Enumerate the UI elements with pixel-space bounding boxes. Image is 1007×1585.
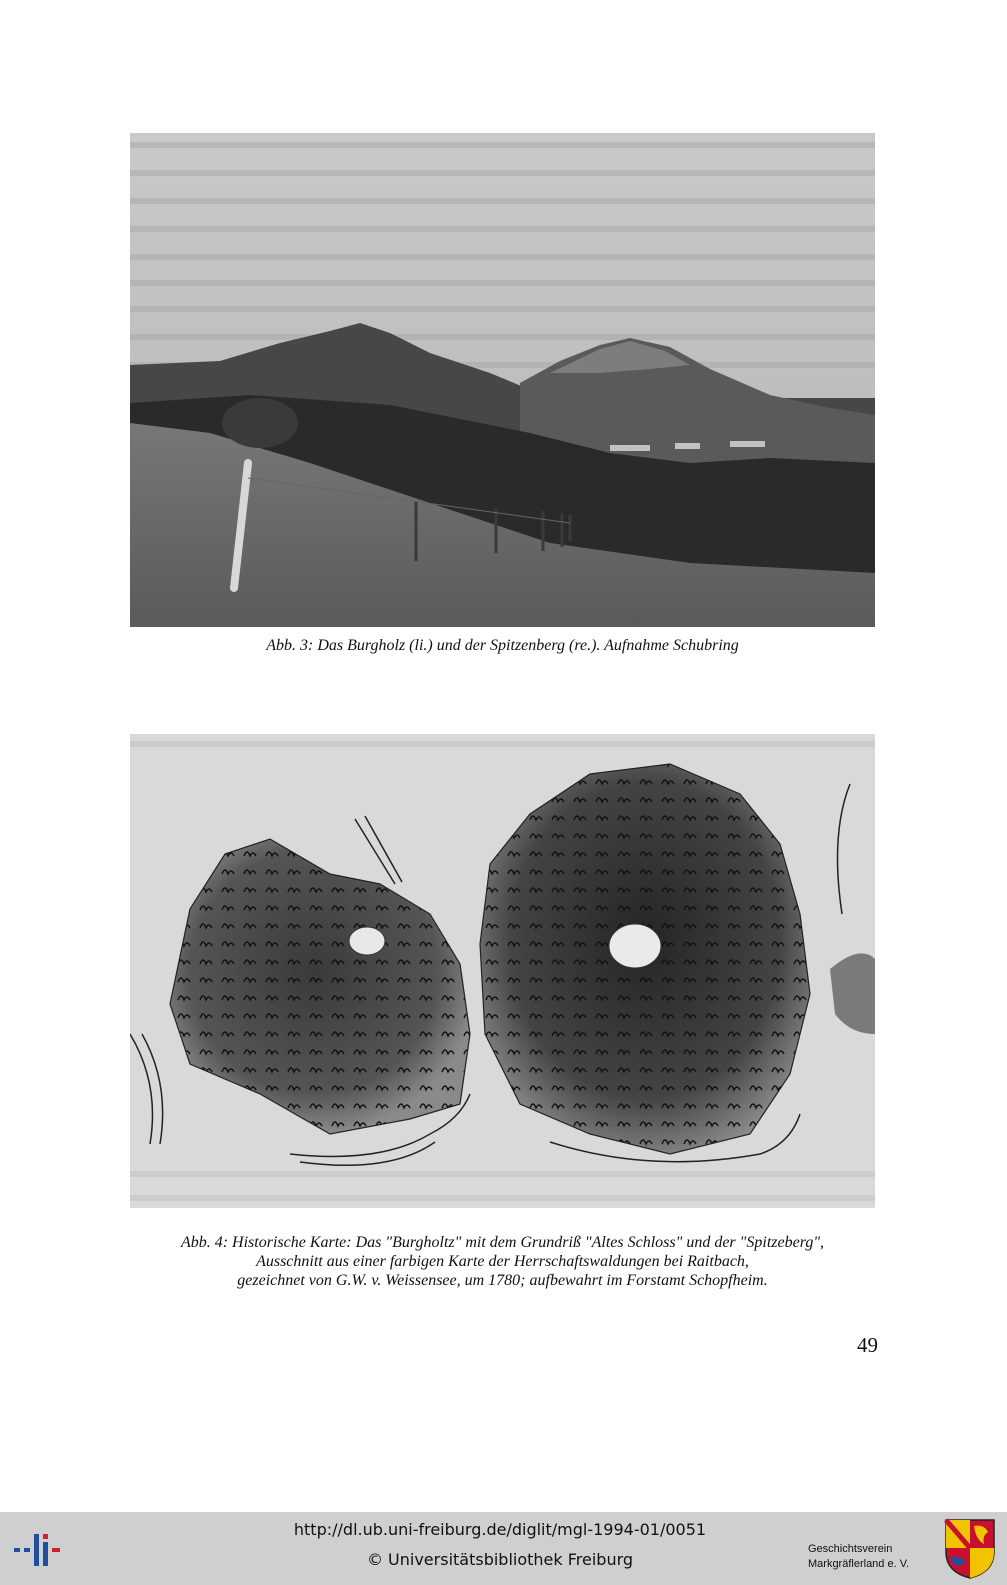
ub-freiburg-logo-icon [14,1530,64,1570]
figure-4-caption [130,1233,875,1290]
figure-4-caption-line: Ausschnitt aus einer farbigen Karte der Herrschaftswaldungen bei Raitbach, [256,1253,749,1270]
coat-of-arms-icon [944,1518,996,1580]
photo-burgholz-spitzenberg [130,133,875,627]
society-name-line: Geschichtsverein [808,1543,893,1555]
map-drawing [130,734,875,1208]
landscape-photo [130,133,875,627]
footer-bar [0,1512,1007,1585]
figure-4-caption-line: Abb. 4: Historische Karte: Das "Burgholtz" mit dem Grundriß "Altes Schloss" und der "Spitzeberg", [180,1234,825,1251]
figure-4-caption-line: gezeichnet von G.W. v. Weissensee, um 1780; aufbewahrt im Forstamt Schopfheim. [237,1272,768,1289]
society-name-line: Markgräflerland e. V. [808,1558,910,1570]
copyright-text: © Universitätsbibliothek Freiburg [366,1550,634,1569]
document-url-link[interactable]: http://dl.ub.uni-freiburg.de/diglit/mgl-1994-01/0051 [293,1520,707,1539]
page-number: 49 [857,1333,878,1357]
society-name [808,1542,909,1572]
figure-3-caption: Abb. 3: Das Burgholz (li.) und der Spitzenberg (re.). Aufnahme Schubring [266,637,739,654]
historical-map [130,734,875,1208]
